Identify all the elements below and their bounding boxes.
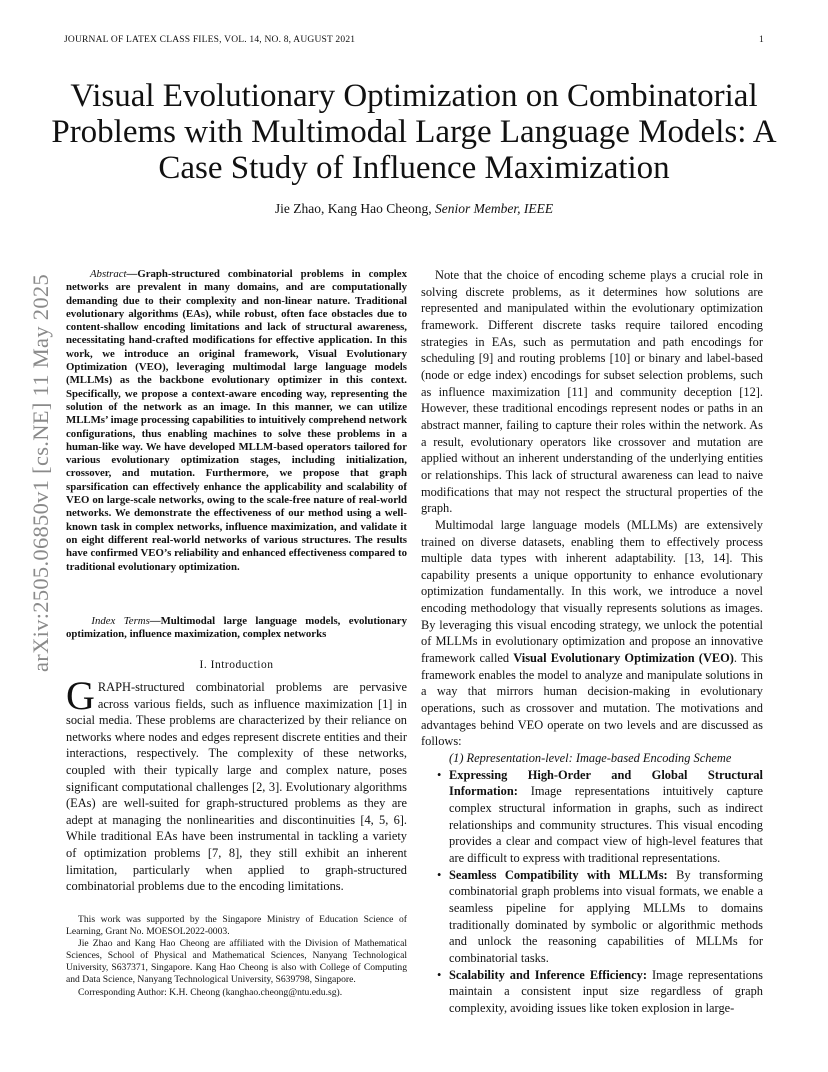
page-number: 1 <box>759 35 764 45</box>
arxiv-id: arXiv:2505.06850v1 [cs.NE] 11 May 2025 <box>28 273 53 673</box>
bullet-item: • Scalability and Inference Efficiency: Image representations maintain a consistent input size regardless of graph complexity, avoiding issues like token explosion in large- <box>449 967 763 1017</box>
right-column <box>421 267 763 1017</box>
footnote-corresponding: Corresponding Author: K.H. Cheong (kanghao.cheong@ntu.edu.sg). <box>78 986 343 998</box>
abstract <box>66 268 407 574</box>
bullet-list <box>421 767 763 1017</box>
intro-text <box>66 673 407 895</box>
running-header <box>64 35 764 45</box>
intro-paragraph: RAPH-structured combinatorial problems are pervasive across various fields, such as influence maximization [1] in social media. These problems are characterized by their reliance on networks where nodes and edges represent discrete entities and their interactions, respectively. The complexity of these networks, coupled with their typically large and complex nature, poses significant computational challenges [2, 3]. Evolutionary algorithms (EAs) are well-suited for graph-structured problems as they are adept at managing the nonlinearities and discontinuities [4, 5, 6]. While traditional EAs have been instrumental in tackling a variety of optimization problems [7, 8], they still exhibit an inherent limitation, particularly when applied to graph-structured combinatorial problems due to the encoding limitations. <box>66 680 407 894</box>
drop-cap: G <box>66 673 95 718</box>
index-terms-text: —Multimodal large language models, evolutionary optimization, influence maximization, complex networks <box>66 615 407 641</box>
section-heading: I. Introduction <box>199 659 274 671</box>
author-names: Jie Zhao, Kang Hao Cheong, <box>274 201 432 216</box>
paragraph-mllm: Multimodal large language models (MLLMs) are extensively trained on diverse datasets, enabling them to effectively process multiple data types with inherent adaptability. [13, 14]. This capability presents a unique opportunity to enhance evolutionary optimization fundamentally. In this work, we introduce a novel encoding methodology that visually represents solutions as images. By leveraging this visual encoding strategy, we unlock the potential of MLLMs in evolutionary optimization and propose an innovative framework called Visual Evolutionary Optimization (VEO). This framework enables the model to analyze and manipulate solutions in a way that mirrors human decision-making in evolutionary operations, such as crossover and mutation. The motivations and advantages behind VEO operate on two levels and are discussed as follows: <box>421 517 763 749</box>
bullet-item: • Expressing High-Order and Global Structural Information: Image representations intuitively capture complex structural information in graphs, such as indirect relationships and community structures. This visual encoding provides a clear and compact view of high-level features that are difficult to express with traditional representations. <box>449 767 763 867</box>
bullet-item: • Seamless Compatibility with MLLMs: By transforming combinatorial graph problems into visual formats, we enable a seamless pipeline for applying MLLMs to domains traditionally dominated by symbolic or algorithmic methods and unlock the reasoning capabilities of MLLMs for combinatorial tasks. <box>449 867 763 967</box>
index-terms <box>66 615 407 642</box>
footnotes <box>66 914 407 999</box>
author-role: Senior Member, IEEE <box>435 201 554 216</box>
subheading-representation: (1) Representation-level: Image-based Encoding Scheme <box>449 751 732 766</box>
footnote-affiliation: Jie Zhao and Kang Hao Cheong are affiliated with the Division of Mathematical Sciences, School of Physical and Mathematical Sciences, Nanyang Technological University, S637371, Singapore. Kang Hao Cheong is also with College of Computing and Data Science, Nanyang Technological University, S639798, Singapore. <box>66 938 407 986</box>
index-terms-label: Index Terms <box>91 615 150 627</box>
author-line <box>0 201 828 217</box>
abstract-text: —Graph-structured combinatorial problems in complex networks are prevalent in many domains, and are computationally demanding due to their complexity and non-linear nature. Traditional evolutionary algorithms (EAs), while robust, often face obstacles due to content-shallow encoding limitations and lack of structural awareness, necessitating hand-crafted modifications for effective application. In this work, we introduce an original framework, Visual Evolutionary Optimization (VEO), leveraging multimodal large language models (MLLMs) as the backbone evolutionary optimizer in this context. Specifically, we propose a context-aware encoding way, representing the solution of the network as an image. In this manner, we can utilize MLLMs’ image processing capabilities to intuitively comprehend network configurations, thus enabling machines to solve these problems in a human-like way. We have developed MLLM-based operators tailored for various evolutionary optimization stages, including initialization, crossover, and mutation. Furthermore, we propose that graph sparsification can effectively enhance the applicability and scalability of VEO on large-scale networks, owing to the scale-free nature of real-world networks. We demonstrate the effectiveness of our method using a well-known task in complex networks, influence maximization, and validate it on eight different real-world networks of various structures. The results have confirmed VEO’s reliability and enhanced effectiveness compared to traditional evolutionary optimization. <box>66 268 407 573</box>
paper-title: Visual Evolutionary Optimization on Combinatorial Problems with Multimodal Large Language Models: A Case Study of Influence Maximization <box>51 78 777 186</box>
journal-line: JOURNAL OF LATEX CLASS FILES, VOL. 14, NO. 8, AUGUST 2021 <box>64 35 356 45</box>
paragraph-encoding: Note that the choice of encoding scheme plays a crucial role in solving discrete problems, as it determines how solutions are represented and manipulated within the evolutionary optimization framework. Different discrete tasks require tailored encoding strategies in EAs, such as permutation and path encodings for scheduling [9] and routing problems [10] or binary and label-based (node or edge index) encodings for subset selection problems, such as influence maximization [11] and community deception [12]. However, these traditional encodings represent nodes or paths in an abstract manner, failing to capture their roles within the network. As a result, evolutionary operators like crossover and mutation are applied without an inherent understanding of the underlying entities or relationships. This lack of structural awareness can lead to naive modifications that may not respect the structural properties of the graph. <box>421 268 763 516</box>
footnote-funding: This work was supported by the Singapore Ministry of Education Science of Learning, Grant No. MOESOL2022-0003. <box>66 914 407 938</box>
arxiv-stamp <box>18 0 64 1072</box>
abstract-label: Abstract <box>89 268 127 280</box>
